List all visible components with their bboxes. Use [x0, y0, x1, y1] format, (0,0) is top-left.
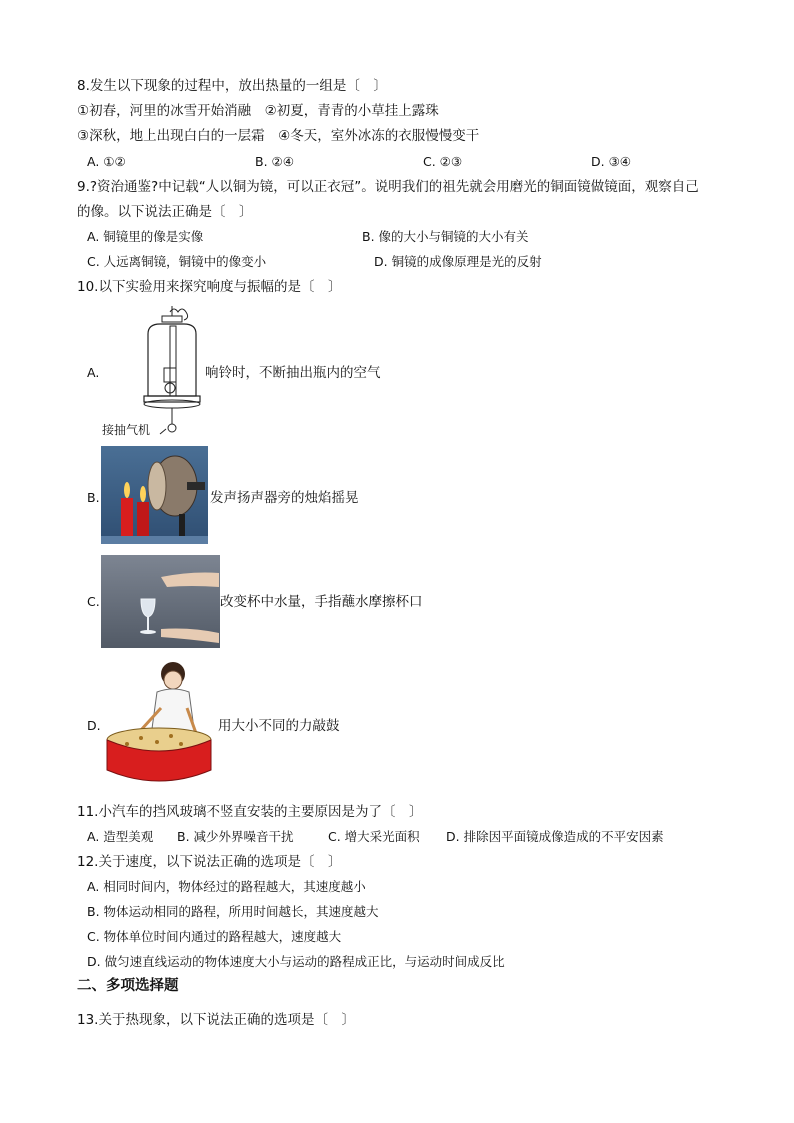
q10-option-b-caption: 发声扬声器旁的烛焰摇晃: [210, 490, 359, 506]
q12-stem: 12.关于速度，以下说法正确的选项是〔 〕: [77, 854, 342, 870]
q9-option-c: C. 人远离铜镜，铜镜中的像变小: [87, 254, 267, 269]
q9-stem: 9.?资治通鉴?中记载“人以铜为镜，可以正衣冠”。说明我们的祖先就会用磨光的铜面镜做镜面，观察自己: [77, 179, 699, 195]
q8-stem: 8.发生以下现象的过程中，放出热量的一组是〔 〕: [77, 78, 387, 94]
drum-drawing: [101, 658, 217, 786]
q10-option-c-caption: 改变杯中水量，手指蘸水摩擦杯口: [220, 594, 423, 610]
q8-statements-2: ③深秋，地上出现白白的一层霜 ④冬天，室外冰冻的衣服慢慢变干: [77, 128, 480, 144]
q10-option-d-caption: 用大小不同的力敲鼓: [218, 718, 340, 734]
q12-option-d: D. 做匀速直线运动的物体速度大小与运动的路程成正比，与运动时间成反比: [87, 954, 505, 969]
q12-option-a: A. 相同时间内，物体经过的路程越大，其速度越小: [87, 879, 366, 894]
q11-stem: 11.小汽车的挡风玻璃不竖直安装的主要原因是为了〔 〕: [77, 804, 423, 820]
q8-statements-1: ①初春，河里的冰雪开始消融 ②初夏，青青的小草挂上露珠: [77, 103, 439, 119]
q13-stem: 13.关于热现象，以下说法正确的选项是〔 〕: [77, 1012, 355, 1028]
q12-option-c: C. 物体单位时间内通过的路程越大，速度越大: [87, 929, 342, 944]
q11-option-b: B. 减少外界噪音干扰: [177, 829, 294, 844]
section-title: 二、多项选择题: [77, 978, 179, 994]
q10-option-c-letter: C.: [87, 594, 100, 609]
speaker-candles-photo: [101, 446, 208, 544]
q9-stem-cont: 的像。以下说法正确是〔 〕: [77, 204, 253, 220]
wine-glass-drawing: [101, 555, 220, 648]
q9-option-d: D. 铜镜的成像原理是光的反射: [374, 254, 542, 269]
q10-option-b-letter: B.: [87, 490, 100, 505]
drum-figure: [101, 658, 217, 786]
q8-option-b: B. ②④: [255, 154, 294, 169]
q8-option-c: C. ②③: [423, 154, 463, 169]
q8-option-d: D. ③④: [591, 154, 631, 169]
q11-option-d: D. 排除因平面镜成像造成的不平安因素: [446, 829, 664, 844]
q11-option-c: C. 增大采光面积: [328, 829, 420, 844]
wine-glass-photo: [101, 555, 220, 648]
speaker-candles-drawing: [101, 446, 208, 544]
q8-option-a: A. ①②: [87, 154, 126, 169]
q10-option-a-caption: 响铃时，不断抽出瓶内的空气: [205, 365, 381, 381]
q10-stem: 10.以下实验用来探究响度与振幅的是〔 〕: [77, 279, 342, 295]
q10-option-d-letter: D.: [87, 718, 101, 733]
q11-option-a: A. 造型美观: [87, 829, 154, 844]
bell-jar-figure: [100, 302, 208, 444]
q10-option-a-letter: A.: [87, 365, 100, 380]
q12-option-b: B. 物体运动相同的路程，所用时间越长，其速度越大: [87, 904, 379, 919]
q9-option-a: A. 铜镜里的像是实像: [87, 229, 204, 244]
q9-option-b: B. 像的大小与铜镜的大小有关: [362, 229, 529, 244]
vacuum-pump-label: 接抽气机: [102, 423, 151, 437]
